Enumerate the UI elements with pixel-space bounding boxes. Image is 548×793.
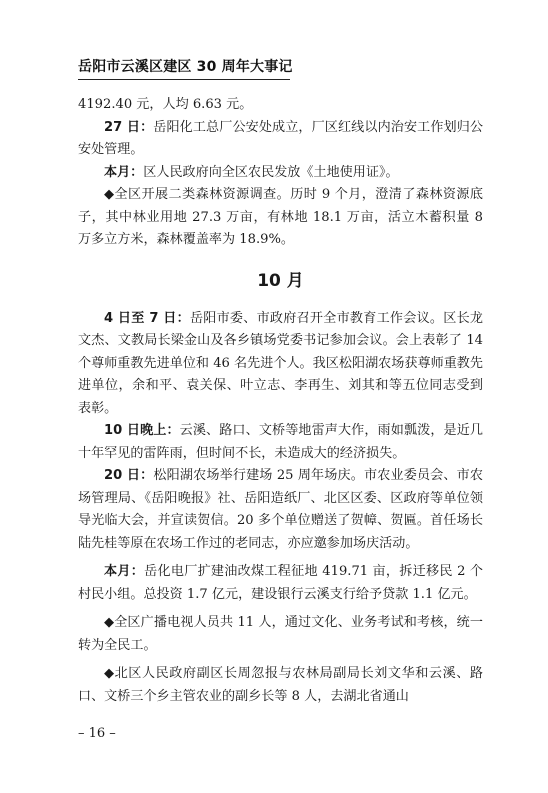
running-header: 岳阳市云溪区建区 30 周年大事记 xyxy=(78,59,293,75)
header-rule xyxy=(78,79,290,80)
paragraph-date-lead: 本月： xyxy=(104,564,145,579)
paragraph xyxy=(78,663,483,708)
paragraph-text: 4192.40 元，人均 6.63 元。 xyxy=(78,97,253,112)
paragraph xyxy=(78,308,483,421)
paragraph xyxy=(78,117,483,162)
paragraph xyxy=(78,94,483,117)
month-heading: 10 月 xyxy=(257,270,304,291)
paragraph-text: 松阳湖农场举行建场 25 周年场庆。市农业委员会、市农场管理局、《岳阳晚报》社、岳阳造纸厂、北区区委、区政府等单位领导光临大会，并宣读贺信。20 多个单位赠送了贺幛、贺匾。首任场长陆先桂等原在农场工作过的老同志，亦应邀参加场庆活动。 xyxy=(78,468,483,551)
paragraph-text: ◆全区开展二类森林资源调查。历时 9 个月，澄清了森林资源底子，其中林业用地 27.3 万亩，有林地 18.1 万亩，活立木蓄积量 8 万多立方米，森林覆盖率为 18.9%。 xyxy=(78,187,483,247)
paragraph xyxy=(78,162,483,185)
paragraph-text: 云溪、路口、文桥等地雷声大作，雨如瓢泼，是近几十年罕见的雷阵雨，但时间不长，未造成大的经济损失。 xyxy=(78,423,484,461)
paragraph-text: 岳阳市委、市政府召开全市教育工作会议。区长龙文杰、文教局长梁金山及各乡镇场党委书记参加会议。会上表彰了 14 个尊师重教先进单位和 46 名先进个人。我区松阳湖农场获尊师重教先进单位，余和平、袁关保、叶立志、李再生、刘其和等五位同志受到表彰。 xyxy=(78,310,483,416)
paragraph xyxy=(78,420,483,465)
paragraph xyxy=(78,465,483,555)
paragraph-date-lead: 本月： xyxy=(104,164,144,180)
paragraph xyxy=(78,612,483,657)
body-text xyxy=(78,94,483,708)
paragraph-text: 区人民政府向全区农民发放《土地使用证》。 xyxy=(143,164,399,180)
paragraph xyxy=(78,561,483,606)
paragraph xyxy=(78,184,483,252)
section-october xyxy=(78,308,483,709)
paragraph-date-lead: 10 日晚上： xyxy=(104,423,180,438)
paragraph-date-lead: 4 日至 7 日： xyxy=(104,310,190,326)
paragraph-text: ◆北区人民政府副区长周忽报与农林局副局长刘文华和云溪、路口、文桥三个乡主管农业的副乡长等 8 人，去湖北省通山 xyxy=(78,666,483,704)
paragraph-text: 岳阳化工总厂公安处成立，厂区红线以内治安工作划归公安处管理。 xyxy=(78,119,484,157)
section-september-end xyxy=(78,94,483,252)
paragraph-text: ◆全区广播电视人员共 11 人，通过文化、业务考试和考核，统一转为全民工。 xyxy=(78,615,483,653)
paragraph-date-lead: 27 日： xyxy=(104,119,154,135)
paragraph-text: 岳化电厂扩建油改煤工程征地 419.71 亩，拆迁移民 2 个村民小组。总投资 1.7 亿元，建设银行云溪支行给予贷款 1.1 亿元。 xyxy=(78,564,484,602)
paragraph-date-lead: 20 日： xyxy=(104,468,154,483)
page-number: – 16 – xyxy=(78,726,116,741)
